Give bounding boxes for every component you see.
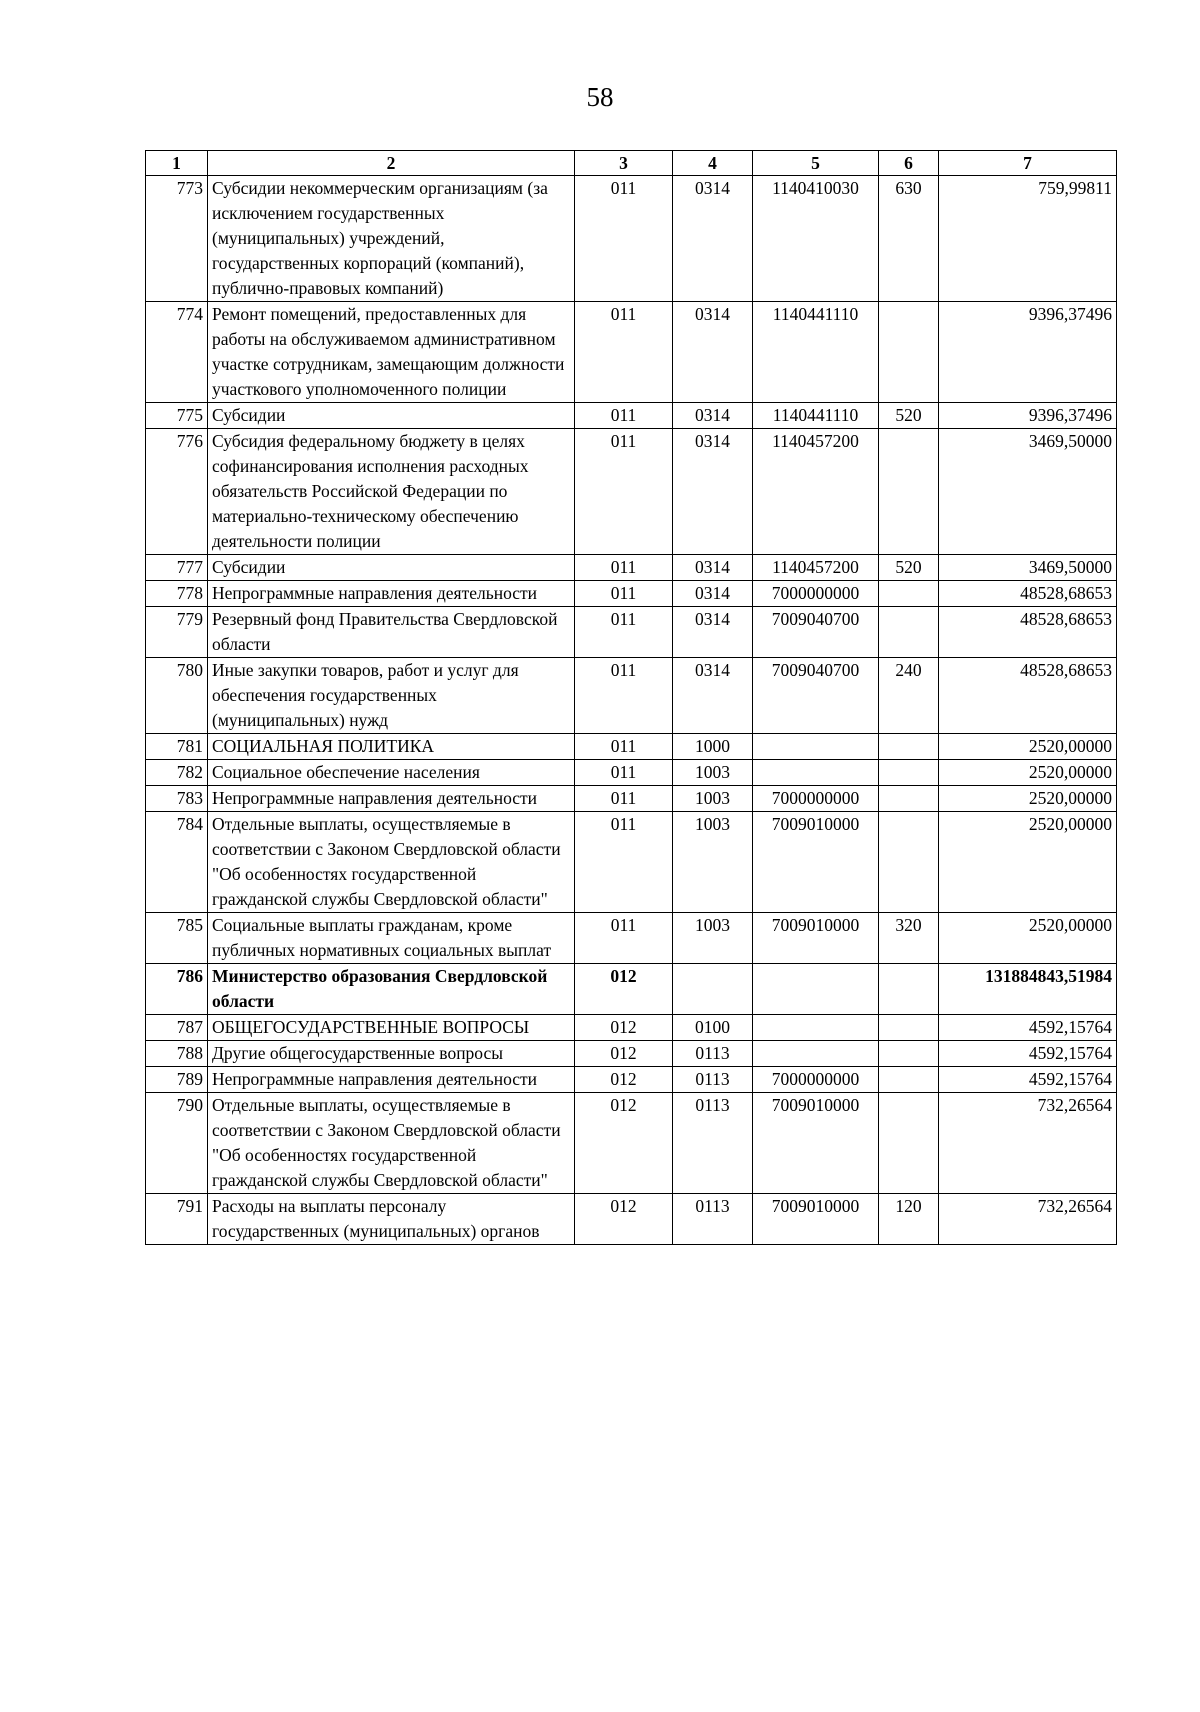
target-article-cell — [753, 1015, 879, 1041]
expense-name-cell: Непрограммные направления деятельности — [208, 786, 575, 812]
table-row — [146, 1093, 1117, 1194]
target-article-cell: 7000000000 — [753, 786, 879, 812]
expense-name-cell: Резервный фонд Правительства Свердловской области — [208, 607, 575, 658]
expense-name-cell: ОБЩЕГОСУДАРСТВЕННЫЕ ВОПРОСЫ — [208, 1015, 575, 1041]
row-number-cell: 785 — [146, 913, 208, 964]
expense-name-cell: СОЦИАЛЬНАЯ ПОЛИТИКА — [208, 734, 575, 760]
target-article-cell — [753, 1041, 879, 1067]
amount-cell: 2520,00000 — [939, 812, 1117, 913]
amount-cell: 48528,68653 — [939, 658, 1117, 734]
department-code-cell: 011 — [575, 812, 673, 913]
section-code-cell: 0113 — [673, 1041, 753, 1067]
department-code-cell: 011 — [575, 403, 673, 429]
expense-type-cell: 120 — [879, 1194, 939, 1245]
amount-cell: 131884843,51984 — [939, 964, 1117, 1015]
department-code-cell: 012 — [575, 1194, 673, 1245]
column-header-7: 7 — [939, 151, 1117, 176]
section-code-cell: 0113 — [673, 1194, 753, 1245]
target-article-cell: 7000000000 — [753, 581, 879, 607]
amount-cell: 2520,00000 — [939, 760, 1117, 786]
expense-name-cell: Субсидии — [208, 403, 575, 429]
expense-type-cell — [879, 812, 939, 913]
department-code-cell: 011 — [575, 658, 673, 734]
expense-type-cell — [879, 607, 939, 658]
target-article-cell — [753, 964, 879, 1015]
department-code-cell: 011 — [575, 786, 673, 812]
amount-cell: 732,26564 — [939, 1093, 1117, 1194]
amount-cell: 2520,00000 — [939, 786, 1117, 812]
row-number-cell: 779 — [146, 607, 208, 658]
row-number-cell: 789 — [146, 1067, 208, 1093]
table-row — [146, 403, 1117, 429]
row-number-cell: 788 — [146, 1041, 208, 1067]
expense-type-cell: 520 — [879, 403, 939, 429]
amount-cell: 4592,15764 — [939, 1015, 1117, 1041]
row-number-cell: 781 — [146, 734, 208, 760]
expense-name-cell: Непрограммные направления деятельности — [208, 1067, 575, 1093]
table-row — [146, 302, 1117, 403]
table-row — [146, 812, 1117, 913]
expense-name-cell: Социальное обеспечение населения — [208, 760, 575, 786]
row-number-cell: 783 — [146, 786, 208, 812]
amount-cell: 759,99811 — [939, 176, 1117, 302]
expense-type-cell — [879, 734, 939, 760]
department-code-cell: 012 — [575, 964, 673, 1015]
department-code-cell: 012 — [575, 1041, 673, 1067]
department-code-cell: 011 — [575, 760, 673, 786]
amount-cell: 3469,50000 — [939, 555, 1117, 581]
expense-name-cell: Непрограммные направления деятельности — [208, 581, 575, 607]
department-code-cell: 012 — [575, 1015, 673, 1041]
department-code-cell: 012 — [575, 1093, 673, 1194]
row-number-cell: 786 — [146, 964, 208, 1015]
header-row — [146, 151, 1117, 176]
table-row — [146, 581, 1117, 607]
department-code-cell: 011 — [575, 176, 673, 302]
expense-type-cell — [879, 1041, 939, 1067]
target-article-cell: 1140457200 — [753, 429, 879, 555]
column-header-2: 2 — [208, 151, 575, 176]
row-number-cell: 775 — [146, 403, 208, 429]
table-row — [146, 176, 1117, 302]
amount-cell: 48528,68653 — [939, 607, 1117, 658]
amount-cell: 4592,15764 — [939, 1041, 1117, 1067]
table-row — [146, 1194, 1117, 1245]
table-row — [146, 913, 1117, 964]
table-header — [146, 151, 1117, 176]
section-code-cell: 1003 — [673, 786, 753, 812]
department-code-cell: 011 — [575, 302, 673, 403]
table-row — [146, 1041, 1117, 1067]
row-number-cell: 780 — [146, 658, 208, 734]
expense-type-cell: 520 — [879, 555, 939, 581]
expense-name-cell: Субсидии — [208, 555, 575, 581]
target-article-cell: 7009040700 — [753, 658, 879, 734]
amount-cell: 2520,00000 — [939, 734, 1117, 760]
amount-cell: 9396,37496 — [939, 302, 1117, 403]
expense-name-cell: Субсидии некоммерческим организациям (за исключением государственных (муниципальных) учреждений, государственных корпораций (компаний), публично-правовых компаний) — [208, 176, 575, 302]
table-row — [146, 555, 1117, 581]
column-header-1: 1 — [146, 151, 208, 176]
expense-name-cell: Другие общегосударственные вопросы — [208, 1041, 575, 1067]
row-number-cell: 791 — [146, 1194, 208, 1245]
table-row — [146, 607, 1117, 658]
expense-type-cell: 240 — [879, 658, 939, 734]
expense-type-cell — [879, 760, 939, 786]
section-code-cell: 0100 — [673, 1015, 753, 1041]
table-row — [146, 1067, 1117, 1093]
target-article-cell: 7009040700 — [753, 607, 879, 658]
expense-type-cell — [879, 1093, 939, 1194]
budget-table — [145, 150, 1117, 1245]
section-code-cell: 1003 — [673, 913, 753, 964]
row-number-cell: 782 — [146, 760, 208, 786]
row-number-cell: 778 — [146, 581, 208, 607]
page-number: 58 — [586, 82, 614, 112]
table-row — [146, 760, 1117, 786]
table-row — [146, 1015, 1117, 1041]
table-body — [146, 176, 1117, 1245]
target-article-cell — [753, 760, 879, 786]
department-code-cell: 012 — [575, 1067, 673, 1093]
target-article-cell: 7009010000 — [753, 1194, 879, 1245]
row-number-cell: 773 — [146, 176, 208, 302]
amount-cell: 2520,00000 — [939, 913, 1117, 964]
row-number-cell: 790 — [146, 1093, 208, 1194]
row-number-cell: 774 — [146, 302, 208, 403]
expense-type-cell — [879, 302, 939, 403]
column-header-5: 5 — [753, 151, 879, 176]
row-number-cell: 787 — [146, 1015, 208, 1041]
section-code-cell: 1000 — [673, 734, 753, 760]
expense-name-cell: Министерство образования Свердловской области — [208, 964, 575, 1015]
target-article-cell: 7009010000 — [753, 913, 879, 964]
expense-type-cell — [879, 1015, 939, 1041]
section-code-cell — [673, 964, 753, 1015]
table-row — [146, 734, 1117, 760]
column-header-6: 6 — [879, 151, 939, 176]
target-article-cell: 1140441110 — [753, 403, 879, 429]
expense-type-cell: 630 — [879, 176, 939, 302]
table-row — [146, 964, 1117, 1015]
target-article-cell: 1140410030 — [753, 176, 879, 302]
target-article-cell: 1140441110 — [753, 302, 879, 403]
amount-cell: 48528,68653 — [939, 581, 1117, 607]
target-article-cell: 7000000000 — [753, 1067, 879, 1093]
expense-type-cell — [879, 1067, 939, 1093]
department-code-cell: 011 — [575, 555, 673, 581]
target-article-cell — [753, 734, 879, 760]
table-row — [146, 429, 1117, 555]
expense-name-cell: Иные закупки товаров, работ и услуг для обеспечения государственных (муниципальных) нужд — [208, 658, 575, 734]
expense-name-cell: Расходы на выплаты персоналу государственных (муниципальных) органов — [208, 1194, 575, 1245]
amount-cell: 732,26564 — [939, 1194, 1117, 1245]
table-row — [146, 786, 1117, 812]
row-number-cell: 777 — [146, 555, 208, 581]
section-code-cell: 0113 — [673, 1067, 753, 1093]
expense-name-cell: Ремонт помещений, предоставленных для работы на обслуживаемом административном участке сотрудникам, замещающим должности участкового уполномоченного полиции — [208, 302, 575, 403]
section-code-cell: 0314 — [673, 403, 753, 429]
amount-cell: 3469,50000 — [939, 429, 1117, 555]
section-code-cell: 0314 — [673, 429, 753, 555]
section-code-cell: 0314 — [673, 302, 753, 403]
column-header-4: 4 — [673, 151, 753, 176]
section-code-cell: 0113 — [673, 1093, 753, 1194]
department-code-cell: 011 — [575, 581, 673, 607]
expense-name-cell: Социальные выплаты гражданам, кроме публичных нормативных социальных выплат — [208, 913, 575, 964]
expense-type-cell: 320 — [879, 913, 939, 964]
amount-cell: 9396,37496 — [939, 403, 1117, 429]
expense-name-cell: Субсидия федеральному бюджету в целях софинансирования исполнения расходных обязательств Российской Федерации по материально-техническому обеспечению деятельности полиции — [208, 429, 575, 555]
target-article-cell: 1140457200 — [753, 555, 879, 581]
amount-cell: 4592,15764 — [939, 1067, 1117, 1093]
section-code-cell: 0314 — [673, 555, 753, 581]
section-code-cell: 0314 — [673, 607, 753, 658]
section-code-cell: 1003 — [673, 760, 753, 786]
row-number-cell: 776 — [146, 429, 208, 555]
expense-type-cell — [879, 581, 939, 607]
department-code-cell: 011 — [575, 607, 673, 658]
section-code-cell: 0314 — [673, 176, 753, 302]
expense-name-cell: Отдельные выплаты, осуществляемые в соответствии с Законом Свердловской области "Об особенностях государственной гражданской службы Свердловской области" — [208, 812, 575, 913]
expense-type-cell — [879, 429, 939, 555]
target-article-cell: 7009010000 — [753, 1093, 879, 1194]
column-header-3: 3 — [575, 151, 673, 176]
table-row — [146, 658, 1117, 734]
expense-name-cell: Отдельные выплаты, осуществляемые в соответствии с Законом Свердловской области "Об особенностях государственной гражданской службы Свердловской области" — [208, 1093, 575, 1194]
section-code-cell: 1003 — [673, 812, 753, 913]
expense-type-cell — [879, 786, 939, 812]
department-code-cell: 011 — [575, 429, 673, 555]
section-code-cell: 0314 — [673, 581, 753, 607]
row-number-cell: 784 — [146, 812, 208, 913]
department-code-cell: 011 — [575, 734, 673, 760]
department-code-cell: 011 — [575, 913, 673, 964]
target-article-cell: 7009010000 — [753, 812, 879, 913]
expense-type-cell — [879, 964, 939, 1015]
section-code-cell: 0314 — [673, 658, 753, 734]
